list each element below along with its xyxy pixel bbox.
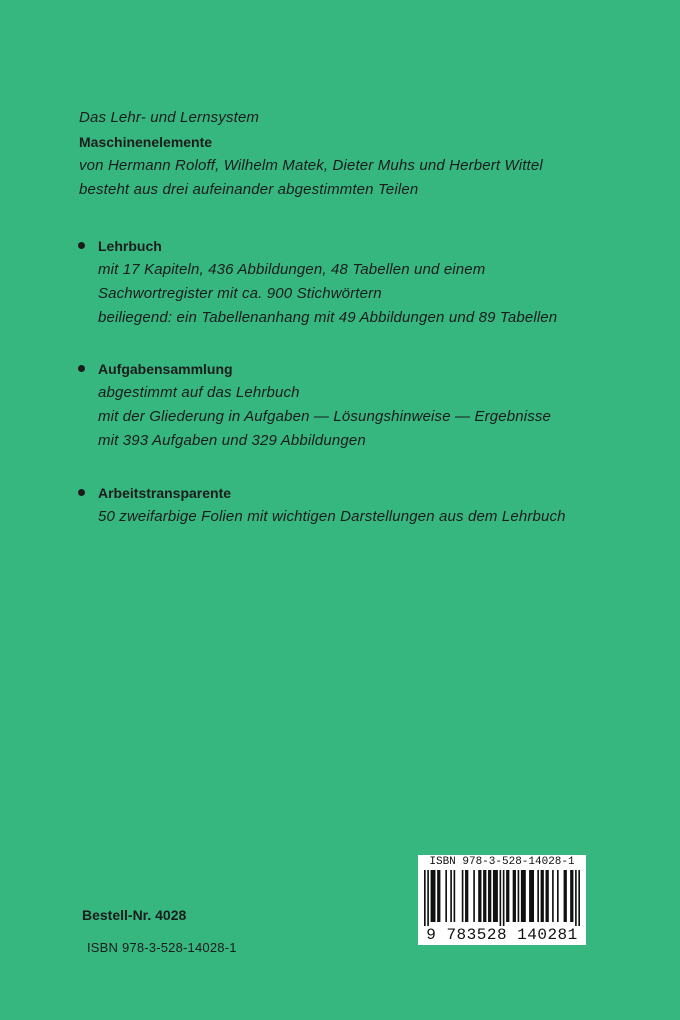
section-lehrbuch — [78, 234, 668, 330]
barcode-bars — [424, 870, 580, 926]
barcode-bar — [503, 870, 505, 926]
section-line: Sachwortregister mit ca. 900 Stichwörtern — [98, 285, 382, 302]
barcode-bar — [575, 870, 577, 926]
barcode-bar — [454, 870, 456, 922]
barcode-digits: 9 783528 140281 — [426, 926, 578, 944]
barcode-bar — [431, 870, 436, 922]
section-line: mit 393 Aufgaben und 329 Abbildungen — [98, 432, 366, 449]
barcode-bar — [506, 870, 509, 922]
section-aufgabensammlung — [78, 357, 668, 453]
authors-line: von Hermann Roloff, Wilhelm Matek, Dieter Muhs und Herbert Wittel — [79, 157, 543, 174]
section-title: Arbeitstransparente — [98, 485, 232, 501]
order-number: Bestell-Nr. 4028 — [82, 907, 187, 923]
barcode-bar — [537, 870, 539, 922]
section-arbeitstransparente — [78, 481, 668, 529]
section-line: abgestimmt auf das Lehrbuch — [98, 384, 300, 401]
barcode-bar — [529, 870, 534, 922]
barcode-isbn-label: ISBN 978-3-528-14028-1 — [429, 856, 575, 868]
barcode-bar — [500, 870, 502, 926]
section-title: Aufgabensammlung — [98, 361, 233, 377]
barcode-bar — [521, 870, 526, 922]
subtitle-line: besteht aus drei aufeinander abgestimmten Teilen — [79, 181, 419, 198]
barcode-bar — [578, 870, 580, 926]
barcode-bar — [483, 870, 486, 922]
series-line: Das Lehr- und Lernsystem — [79, 109, 260, 126]
barcode-bar — [462, 870, 464, 922]
barcode-bar — [450, 870, 452, 922]
barcode-bar — [541, 870, 544, 922]
bullet-icon — [78, 242, 85, 249]
section-line: mit 17 Kapiteln, 436 Abbildungen, 48 Tabellen und einem — [98, 261, 486, 278]
book-title: Maschinenelemente — [79, 134, 213, 150]
barcode-bar — [445, 870, 447, 922]
barcode-bar — [570, 870, 573, 922]
intro-block — [79, 106, 659, 202]
section-title: Lehrbuch — [98, 238, 162, 254]
isbn-text: ISBN 978-3-528-14028-1 — [87, 940, 237, 955]
barcode-bar — [427, 870, 429, 926]
isbn-barcode — [418, 855, 586, 945]
barcode-bar — [564, 870, 567, 922]
barcode-bar — [424, 870, 426, 926]
bullet-icon — [78, 489, 85, 496]
barcode-bar — [513, 870, 516, 922]
barcode-bar — [557, 870, 559, 922]
barcode-bar — [493, 870, 498, 922]
barcode-bar — [437, 870, 440, 922]
barcode-bar — [473, 870, 475, 922]
barcode-bar — [478, 870, 481, 922]
barcode-bar — [518, 870, 520, 922]
barcode-bar — [546, 870, 549, 922]
section-line: beiliegend: ein Tabellenanhang mit 49 Abbildungen und 89 Tabellen — [98, 309, 558, 326]
barcode-bar — [488, 870, 491, 922]
bullet-icon — [78, 365, 85, 372]
barcode-bar — [465, 870, 468, 922]
barcode-bar — [552, 870, 554, 922]
section-line: 50 zweifarbige Folien mit wichtigen Darstellungen aus dem Lehrbuch — [98, 508, 566, 525]
section-line: mit der Gliederung in Aufgaben — Lösungshinweise — Ergebnisse — [98, 408, 552, 425]
